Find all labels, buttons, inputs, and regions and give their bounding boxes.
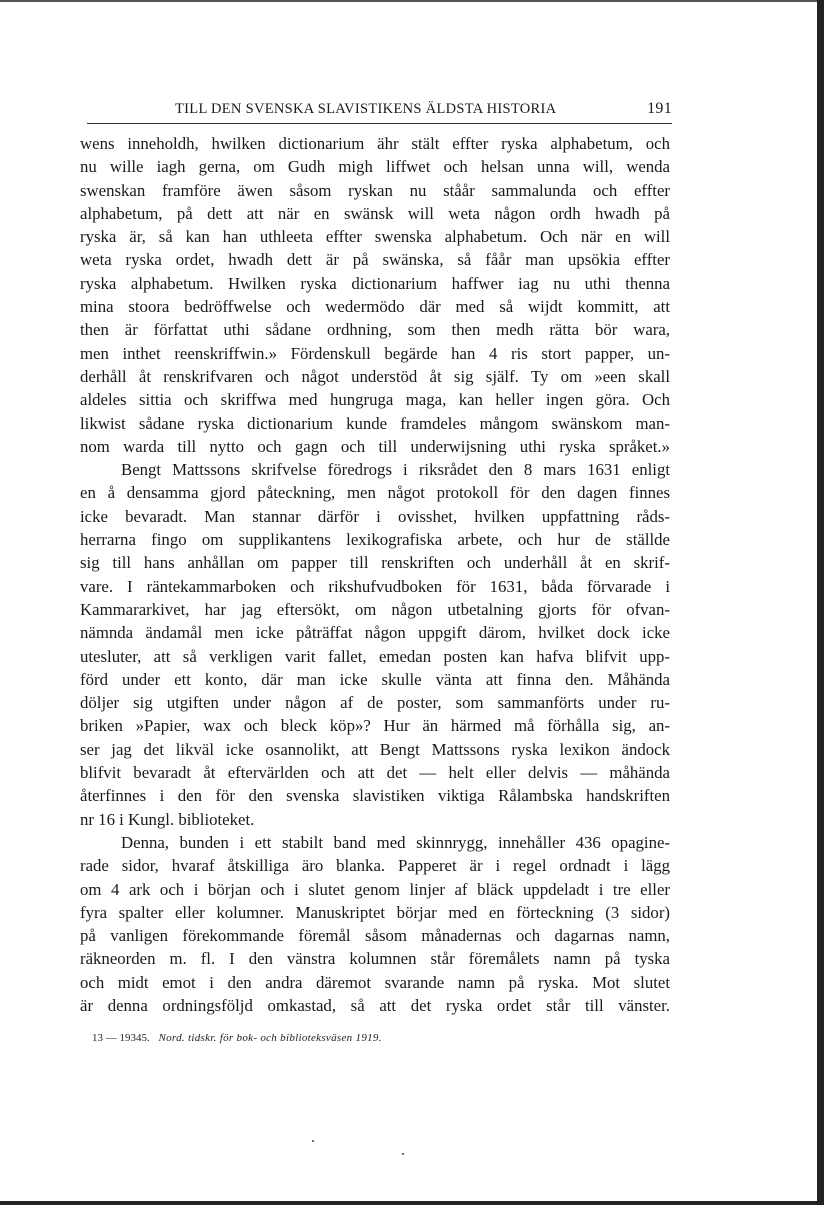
- text-line: döljer sig utgiften under någon af de poster, som sammanförts under ru-: [80, 693, 670, 713]
- scan-edge-right: [817, 0, 824, 1205]
- text-line: om 4 ark och i början och i slutet genom linjer af bläck uppdeladt i tre eller: [80, 879, 670, 899]
- text-line: ser jag det likväl icke osannolikt, att Bengt Mattssons ryska lexikon ändock: [80, 739, 670, 759]
- text-line: icke bevaradt. Man stannar därför i ovisshet, hvilken uppfattning råds-: [80, 506, 670, 526]
- text-line: mina stoora bedröffwelse och wedermödo där med så wijdt kommitt, att: [80, 297, 670, 317]
- text-line: återfinnes i den för den svenska slavistiken viktiga Rålambska handskriften: [80, 786, 670, 806]
- text-line: på vanligen förekommande föremål såsom månadernas och dagarnas namn,: [80, 926, 670, 946]
- scan-speck: [402, 1153, 404, 1155]
- text-line: nu wille iagh gerna, om Gudh migh liffwet och helsan unna will, wenda: [80, 157, 670, 177]
- text-line: weta ryska ordet, hwadh dett är på swänska, så fåår man upsökia effter: [80, 250, 670, 270]
- text-line: är denna ordningsföljd omkastad, så att det ryska ordet står till vänster.: [80, 995, 670, 1015]
- text-line: swenskan framföre äwen såsom ryskan nu ståår sammalunda och effter: [80, 180, 670, 200]
- text-line: nämnda ändamål men icke påträffat någon uppgift därom, hvilket dock icke: [80, 623, 670, 643]
- scan-edge-bottom: [0, 1201, 824, 1205]
- text-line: nr 16 i Kungl. biblioteket.: [80, 809, 255, 829]
- text-line: alphabetum, på dett att när en swänsk will weta någon ordh hwadh på: [80, 203, 670, 223]
- text-line: then är författat uthi sådane ordhning, som then medh rätta bör wara,: [80, 320, 670, 340]
- text-line: herrarna fingo om supplikantens lexikografiska arbete, och hur de ställde: [80, 530, 670, 550]
- text-line: rade sidor, hvaraf åtskilliga äro blanka. Papperet är i regel ordnadt i lägg: [80, 856, 670, 876]
- running-head: [87, 101, 672, 124]
- scan-edge-top: [0, 0, 824, 2]
- text-line: räkneorden m. fl. I den vänstra kolumnen står föremålets namn på tyska: [80, 949, 670, 969]
- text-line: förd under ett konto, där man icke skulle vänta att finna den. Måhända: [80, 669, 670, 689]
- text-line: en å densamma gjord påteckning, men något protokoll för den dagen finnes: [80, 483, 670, 503]
- printer-signature: 13 — 19345.: [92, 1032, 150, 1044]
- text-line: likwist sådane ryska dictionarium kunde framdeles mångom swänskom man-: [80, 413, 670, 433]
- running-head-title: TILL DEN SVENSKA SLAVISTIKENS ÄLDSTA HISTORIA: [175, 101, 557, 117]
- page-number: 191: [647, 100, 672, 117]
- text-line: men inthet reenskriffwin.» Fördenskull begärde han 4 ris stort papper, un-: [80, 343, 670, 363]
- text-line: briken »Papier, wax och bleck köp»? Hur än härmed må förhålla sig, an-: [80, 716, 670, 736]
- text-line: Bengt Mattssons skrifvelse föredrogs i riksrådet den 8 mars 1631 enligt: [121, 460, 670, 480]
- text-line: nom warda till nytto och gagn och till underwijsning uthi ryska språket.»: [80, 436, 670, 456]
- scan-speck: [312, 1140, 314, 1142]
- text-line: Denna, bunden i ett stabilt band med skinnrygg, innehåller 436 opagine-: [121, 832, 670, 852]
- text-line: sig till hans anhållan om papper till renskriften och underhåll åt en skrif-: [80, 553, 670, 573]
- journal-citation: Nord. tidskr. för bok- och biblioteksväsen 1919.: [158, 1032, 382, 1044]
- text-line: wens inneholdh, hwilken dictionarium ähr stält effter ryska alphabetum, och: [80, 134, 670, 153]
- text-line: och midt emot i den andra däremot svarande namn på ryska. Mot slutet: [80, 972, 670, 992]
- text-line: vare. I räntekammarboken och rikshufvudboken för 1631, båda förvarade i: [80, 576, 670, 596]
- text-line: ryska alphabetum. Hwilken ryska dictionarium haffwer iag nu uthi thenna: [80, 273, 670, 293]
- text-line: fyra spalter eller kolumner. Manuskriptet börjar med en förteckning (3 sidor): [80, 902, 670, 922]
- page-footer: [92, 1032, 492, 1044]
- text-line: derhåll åt renskrifvaren och något understöd åt sig själf. Ty om »een skall: [80, 366, 670, 386]
- text-line: Kammararkivet, har jag eftersökt, om någon utbetalning gjorts för ofvan-: [80, 599, 670, 619]
- text-line: blifvit bevaradt åt eftervärlden och att det — helt eller delvis — måhända: [80, 763, 670, 783]
- text-line: aldeles sittia och skriffwa med hungruga maga, kan heller ingen göra. Och: [80, 390, 670, 410]
- text-line: utesluter, att så verkligen varit fallet, emedan posten kan hafva blifvit upp-: [80, 646, 670, 666]
- body-text: [80, 132, 670, 1017]
- text-line: ryska är, så kan han uthleeta effter swenska alphabetum. Och när en will: [80, 227, 670, 247]
